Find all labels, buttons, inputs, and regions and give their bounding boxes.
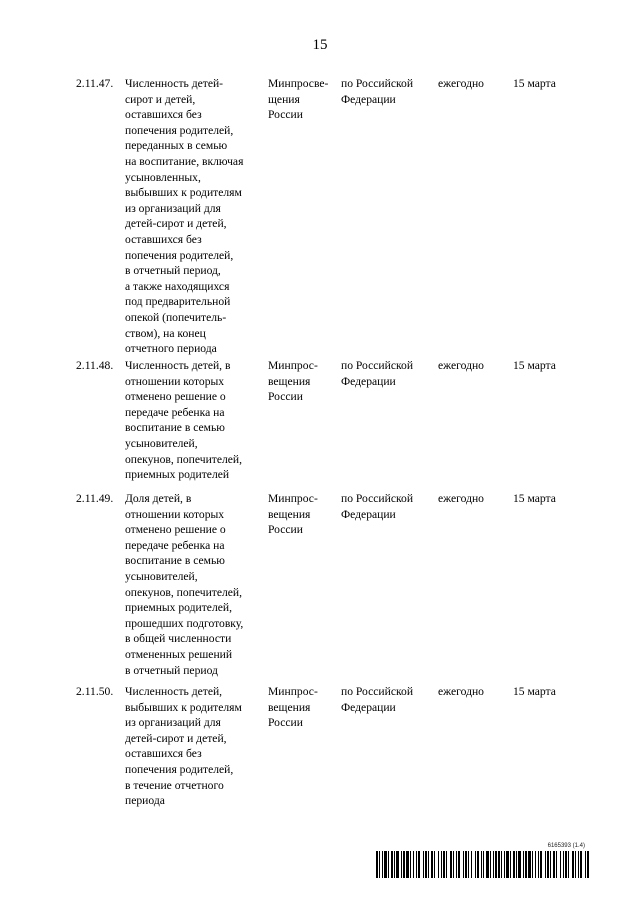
indicator-name: Доля детей, в отношении которых отменено решение о передаче ребенка на воспитание в семью усыновителей, опекунов, попечителей, приемных родителей, прошедших подготовку, в общей численности отмененных решений в отчетный период [125,492,244,677]
barcode-number: 6165393 (1.4) [547,843,585,849]
deadline: 15 марта [513,685,556,698]
responsible-agency: Минпрос- вещения России [268,492,318,537]
indicator-name: Численность детей, в отношении которых отменено решение о передаче ребенка на воспитание в семью усыновителей, опекунов, попечителей, приемных родителей [125,359,243,482]
row-number: 2.11.49. [76,492,114,505]
periodicity: ежегодно [438,77,484,90]
row-number: 2.11.48. [76,359,114,372]
deadline: 15 марта [513,492,556,505]
deadline: 15 марта [513,77,556,90]
reporting-level: по Российской Федерации [341,359,414,388]
indicator-name: Численность детей, выбывших к родителям из организаций для детей-сирот и детей, оставшихся без попечения родителей, в течение отчетного периода [125,685,242,808]
page-number: 15 [312,37,328,53]
row-number: 2.11.50. [76,685,114,698]
barcode-icon [376,851,590,878]
periodicity: ежегодно [438,685,484,698]
reporting-level: по Российской Федерации [341,77,414,106]
responsible-agency: Минпрос- вещения России [268,685,318,730]
reporting-level: по Российской Федерации [341,492,414,521]
periodicity: ежегодно [438,359,484,372]
indicator-name: Численность детей- сирот и детей, оставшихся без попечения родителей, переданных в семью на воспитание, включая усыновленных, выбывших к родителям из организаций для детей-сирот и детей, оставшихся без попечения родителей, в отчетный период, а также находящихся под предварительной опекой (попечитель- ством), на конец отчетного периода [125,77,244,356]
responsible-agency: Минпрос- вещения России [268,359,318,404]
deadline: 15 марта [513,359,556,372]
document-barcode [376,842,590,878]
row-number: 2.11.47. [76,77,114,90]
periodicity: ежегодно [438,492,484,505]
responsible-agency: Минпросве- щения России [268,77,329,122]
reporting-level: по Российской Федерации [341,685,414,714]
